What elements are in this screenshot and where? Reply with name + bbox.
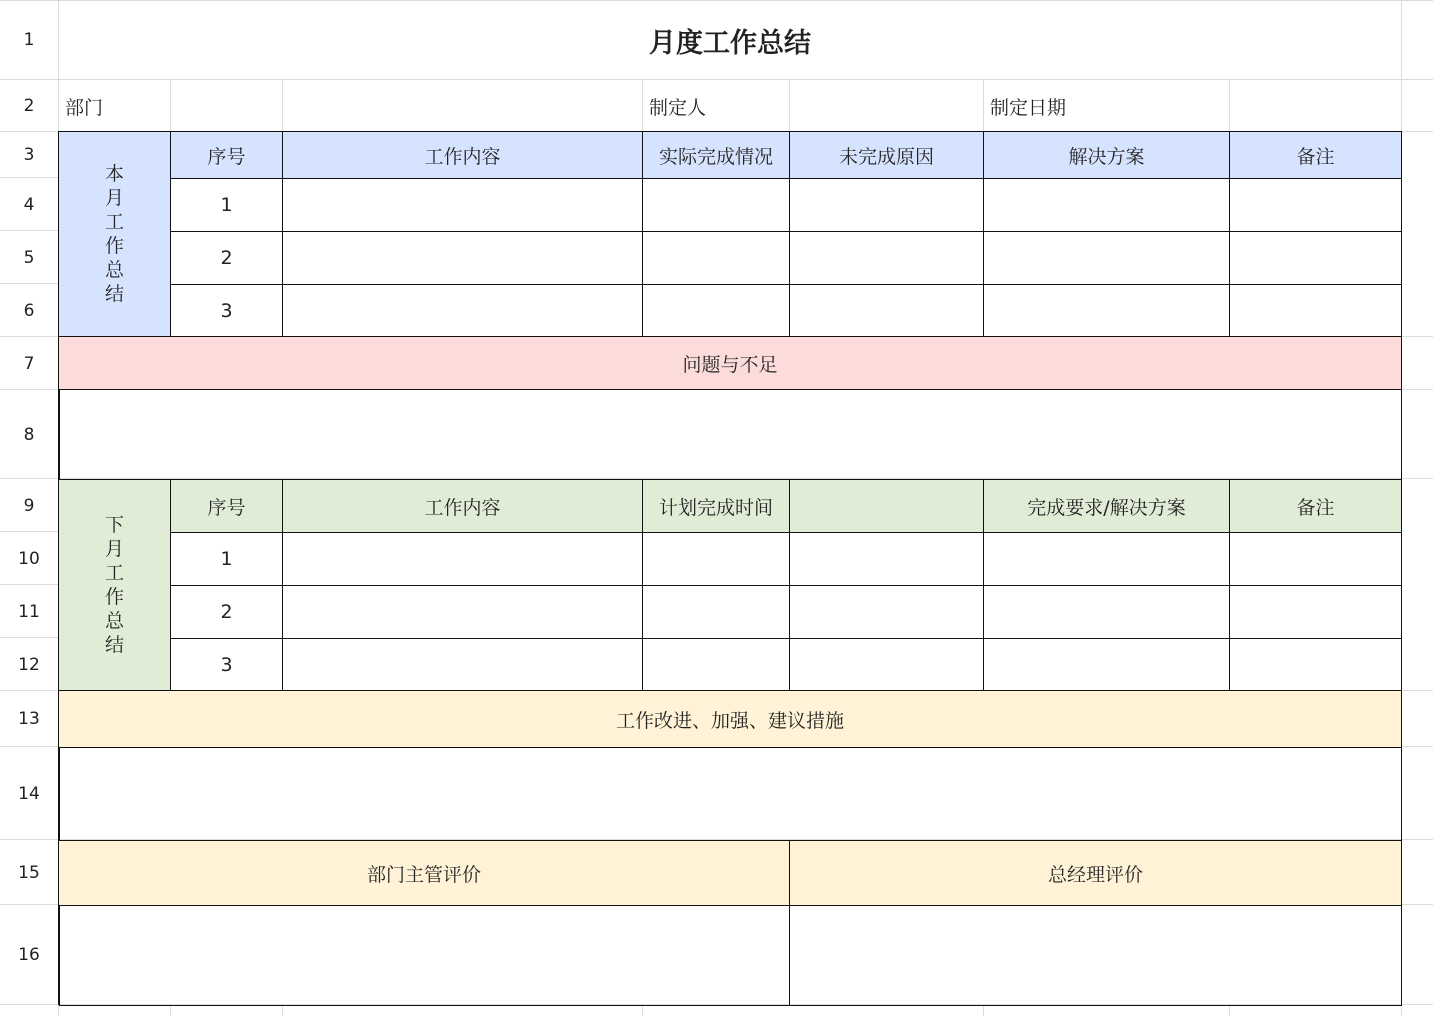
content-cell[interactable]	[283, 533, 643, 586]
plan-time-cell[interactable]	[643, 533, 790, 586]
header-content[interactable]: 工作内容	[283, 480, 643, 533]
row-number[interactable]: 1	[23, 30, 35, 50]
side-char: 月	[104, 187, 124, 209]
header-blank[interactable]	[790, 480, 984, 533]
reason-cell[interactable]	[790, 285, 984, 337]
header-solution[interactable]: 解决方案	[984, 132, 1230, 179]
header-reason[interactable]: 未完成原因	[790, 132, 984, 179]
requirement-cell[interactable]	[984, 639, 1230, 691]
reason-cell[interactable]	[790, 232, 984, 285]
dept-label[interactable]: 部门	[65, 96, 104, 119]
requirement-cell[interactable]	[984, 586, 1230, 639]
side-char: 作	[104, 235, 124, 257]
row-number[interactable]: 8	[23, 424, 35, 445]
actual-cell[interactable]	[643, 179, 790, 232]
seq-cell[interactable]: 1	[171, 533, 283, 586]
gm-eval-header[interactable]: 总经理评价	[790, 841, 1402, 906]
content-cell[interactable]	[283, 232, 643, 285]
actual-cell[interactable]	[643, 285, 790, 337]
row-number[interactable]: 5	[23, 247, 35, 268]
seq-cell[interactable]: 1	[171, 179, 283, 232]
row-number[interactable]: 11	[18, 601, 40, 622]
row-number[interactable]: 14	[18, 783, 40, 804]
side-char: 本	[104, 163, 124, 185]
plan-time-cell[interactable]	[643, 639, 790, 691]
gridline	[170, 79, 171, 132]
side-char: 总	[104, 259, 124, 281]
header-plan-time[interactable]: 计划完成时间	[643, 480, 790, 533]
actual-cell[interactable]	[643, 232, 790, 285]
blank-cell[interactable]	[790, 586, 984, 639]
side-char: 下	[104, 514, 124, 536]
gridline	[282, 79, 283, 132]
note-cell[interactable]	[1230, 586, 1402, 639]
header-seq[interactable]: 序号	[171, 480, 283, 533]
row-number[interactable]: 2	[23, 96, 35, 116]
row-number[interactable]: 9	[23, 495, 35, 516]
sheet-title[interactable]: 月度工作总结	[649, 27, 811, 59]
date-label[interactable]: 制定日期	[990, 96, 1067, 119]
gridline	[1229, 79, 1230, 132]
solution-cell[interactable]	[984, 285, 1230, 337]
problems-content-cell[interactable]	[59, 390, 1402, 480]
content-cell[interactable]	[283, 285, 643, 337]
note-cell[interactable]	[1230, 179, 1402, 232]
side-char: 结	[104, 283, 124, 305]
seq-cell[interactable]: 3	[171, 639, 283, 691]
header-note[interactable]: 备注	[1230, 132, 1402, 179]
improve-content-cell[interactable]	[59, 748, 1402, 841]
header-seq[interactable]: 序号	[171, 132, 283, 179]
gridline	[789, 79, 790, 132]
row-number[interactable]: 7	[23, 353, 35, 374]
side-char: 工	[104, 562, 124, 584]
gm-eval-content-cell[interactable]	[790, 906, 1402, 1006]
side-char: 月	[104, 538, 124, 560]
seq-cell[interactable]: 2	[171, 232, 283, 285]
note-cell[interactable]	[1230, 285, 1402, 337]
improve-header[interactable]: 工作改进、加强、建议措施	[59, 691, 1402, 748]
note-cell[interactable]	[1230, 639, 1402, 691]
requirement-cell[interactable]	[984, 533, 1230, 586]
content-cell[interactable]	[283, 586, 643, 639]
reason-cell[interactable]	[790, 179, 984, 232]
note-cell[interactable]	[1230, 232, 1402, 285]
header-requirement[interactable]: 完成要求/解决方案	[984, 480, 1230, 533]
row-number[interactable]: 13	[18, 709, 40, 729]
solution-cell[interactable]	[984, 179, 1230, 232]
row-number[interactable]: 4	[23, 194, 35, 215]
dept-eval-content-cell[interactable]	[59, 906, 790, 1006]
side-char: 作	[104, 586, 124, 608]
content-cell[interactable]	[283, 179, 643, 232]
problems-header[interactable]: 问题与不足	[59, 337, 1402, 390]
row-number[interactable]: 15	[18, 862, 40, 883]
blank-cell[interactable]	[790, 639, 984, 691]
row-number[interactable]: 6	[23, 300, 35, 321]
row-number[interactable]: 10	[18, 548, 40, 569]
solution-cell[interactable]	[984, 232, 1230, 285]
side-char: 总	[104, 610, 124, 632]
seq-cell[interactable]: 3	[171, 285, 283, 337]
header-actual[interactable]: 实际完成情况	[643, 132, 790, 179]
side-char: 工	[104, 211, 124, 233]
content-cell[interactable]	[283, 639, 643, 691]
note-cell[interactable]	[1230, 533, 1402, 586]
plan-time-cell[interactable]	[643, 586, 790, 639]
maker-label[interactable]: 制定人	[649, 96, 707, 119]
row-number[interactable]: 3	[23, 145, 35, 165]
next-month-side-label[interactable]	[59, 480, 171, 691]
this-month-side-label[interactable]	[59, 132, 171, 337]
header-content[interactable]: 工作内容	[283, 132, 643, 179]
row-number[interactable]: 12	[18, 654, 40, 675]
blank-cell[interactable]	[790, 533, 984, 586]
header-note[interactable]: 备注	[1230, 480, 1402, 533]
row-number[interactable]: 16	[18, 945, 40, 965]
seq-cell[interactable]: 2	[171, 586, 283, 639]
dept-eval-header[interactable]: 部门主管评价	[59, 841, 790, 906]
side-char: 结	[104, 634, 124, 656]
